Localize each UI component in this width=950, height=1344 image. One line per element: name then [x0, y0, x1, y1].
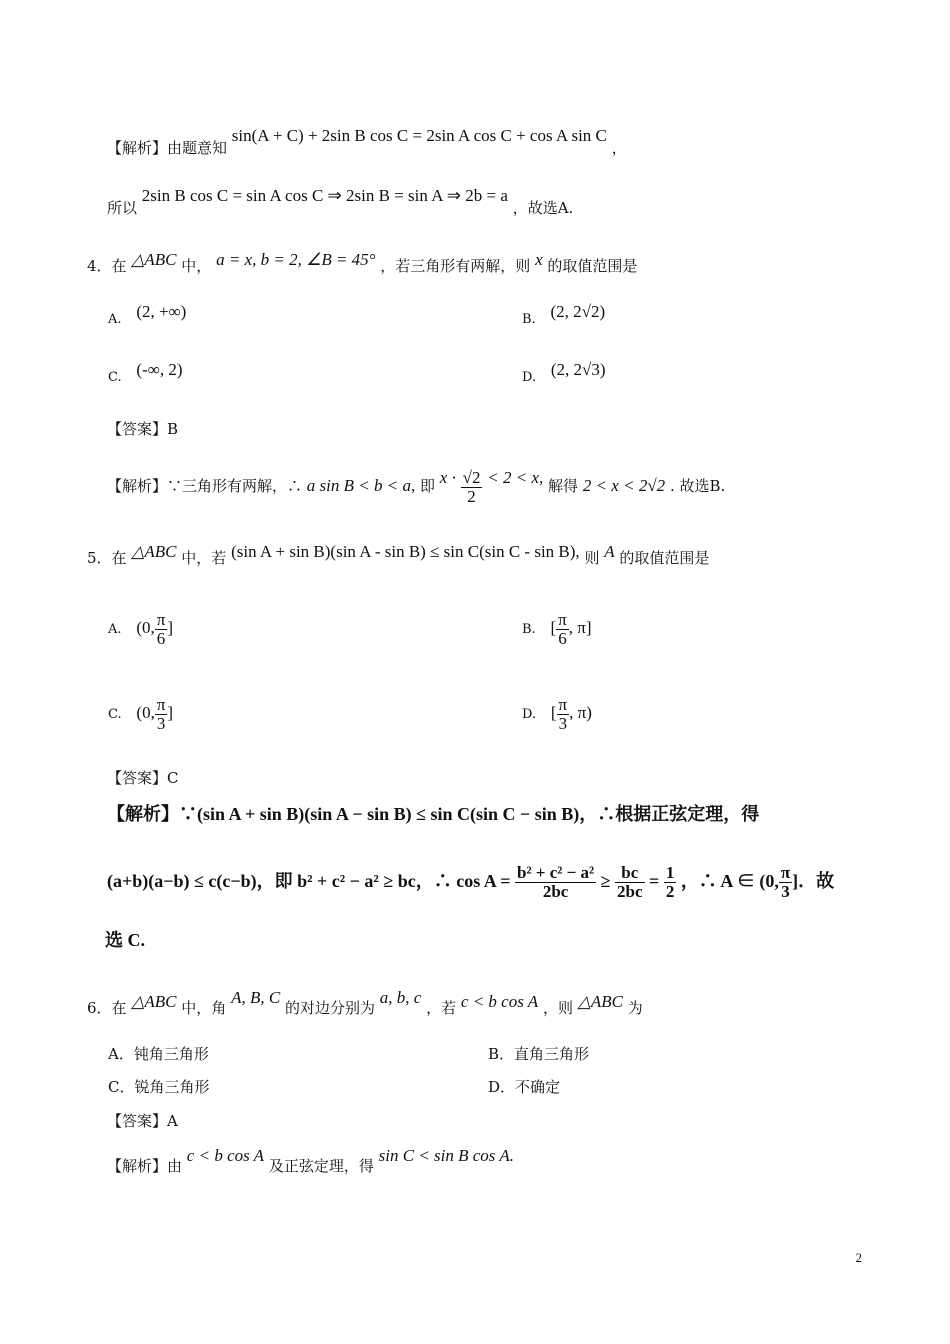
- numerator: π: [780, 863, 791, 883]
- formula: sin C < sin B cos A.: [378, 1146, 515, 1165]
- numerator: π: [156, 609, 166, 629]
- option-label: A.: [108, 622, 122, 637]
- text: 的取值范围是: [547, 257, 638, 275]
- answer-text: 【答案】C: [107, 769, 179, 787]
- numerator: π: [156, 694, 166, 714]
- answer-4: [107, 419, 178, 439]
- solution-text: ]．故: [792, 871, 835, 891]
- denominator: 2bc: [617, 882, 643, 902]
- formula: 2 < x < 2√2: [582, 476, 666, 495]
- text: 为: [627, 999, 643, 1017]
- option-label: A.: [108, 312, 122, 327]
- text: 及正弦定理，得: [268, 1157, 374, 1175]
- numerator: bc: [615, 864, 645, 883]
- solution-6: [107, 1146, 515, 1176]
- text: ，则: [542, 999, 573, 1017]
- denominator: 3: [558, 713, 568, 733]
- option-value: , π): [569, 703, 592, 722]
- fraction: [155, 611, 168, 648]
- denominator: 3: [156, 713, 166, 733]
- formula: < 2 < x,: [487, 468, 544, 487]
- option-value: [: [550, 618, 557, 637]
- option-text: C．锐角三角形: [108, 1078, 210, 1096]
- formula: sin(A + C) + 2sin B cos C = 2sin A cos C + cos A sin C: [231, 126, 607, 145]
- analysis-line-2: [107, 186, 574, 218]
- text: 所以: [107, 199, 138, 217]
- option-label: D.: [522, 707, 537, 722]
- option-label: D.: [522, 370, 537, 385]
- formula: a sin B < b < a,: [306, 476, 416, 495]
- option-label: B.: [522, 622, 536, 637]
- punct: ，: [611, 139, 627, 157]
- triangle-symbol: △ABC: [131, 250, 177, 269]
- operator: =: [649, 871, 660, 891]
- fraction: [557, 696, 570, 733]
- option-value: (2, +∞): [136, 302, 187, 321]
- solution-5-line-3: [105, 930, 145, 950]
- triangle-symbol: △ABC: [131, 992, 177, 1011]
- option-6a[interactable]: [108, 1044, 209, 1064]
- analysis-line-1: [107, 126, 627, 158]
- solution-4: [107, 458, 725, 514]
- formula: a, b, c: [379, 988, 422, 1007]
- text: 中，: [181, 257, 212, 275]
- page-number: 2: [855, 1250, 862, 1265]
- fraction: [461, 469, 483, 506]
- option-value: (0,: [136, 703, 155, 722]
- question-number: 5．在: [87, 549, 127, 567]
- numerator: √2: [462, 467, 481, 487]
- option-5b[interactable]: [522, 605, 591, 653]
- denominator: 2: [665, 882, 675, 902]
- question-5: [87, 542, 710, 568]
- analysis-tag: 【解析】由题意知: [107, 139, 228, 157]
- fraction: [615, 864, 645, 901]
- answer-5: [107, 768, 178, 788]
- denominator: 2: [467, 486, 476, 506]
- option-value: (0,: [136, 618, 155, 637]
- numerator: π: [558, 694, 568, 714]
- solution-text: ，∴ A ∈ (0,: [680, 871, 779, 891]
- numerator: b² + c² − a²: [516, 863, 595, 883]
- denominator: 3: [781, 882, 790, 902]
- option-value: (-∞, 2): [136, 360, 183, 379]
- numerator: 1: [665, 863, 675, 883]
- variable: A: [604, 542, 615, 561]
- variable: x: [535, 250, 543, 269]
- fraction: [664, 864, 677, 901]
- text: ，若: [426, 999, 457, 1017]
- solution-text: 【解析】∵(sin A + sin B)(sin A − sin B) ≤ sin C(sin C − sin B)，∴根据正弦定理，得: [107, 804, 760, 824]
- triangle-symbol: △ABC: [131, 542, 177, 561]
- numerator: π: [558, 609, 567, 629]
- solution-5-line-2: [107, 856, 834, 906]
- question-number: 4．在: [87, 257, 127, 275]
- option-label: C.: [108, 707, 122, 722]
- question-6: [87, 988, 643, 1018]
- text: ，若三角形有两解，则: [380, 257, 531, 275]
- option-6c[interactable]: [108, 1077, 209, 1097]
- fraction: [556, 611, 569, 648]
- text: . 故选B.: [669, 477, 726, 495]
- solution-text: 选 C.: [105, 930, 145, 950]
- denominator: 6: [558, 628, 567, 648]
- formula: 2sin B cos C = sin A cos C ⇒ 2sin B = sin A ⇒ 2b = a: [141, 186, 508, 205]
- operator: ≥: [600, 871, 611, 891]
- analysis-tag: 【解析】由: [107, 1157, 183, 1175]
- text: 的对边分别为: [284, 999, 375, 1017]
- answer-6: [107, 1111, 178, 1131]
- text: 即: [420, 477, 436, 495]
- option-text: B．直角三角形: [488, 1045, 590, 1063]
- formula: a = x, b = 2, ∠B = 45°: [216, 250, 376, 269]
- option-4b[interactable]: [522, 302, 606, 330]
- option-label: C.: [108, 370, 122, 385]
- option-value: ]: [167, 703, 174, 722]
- fraction: [155, 696, 168, 733]
- option-6d[interactable]: [488, 1077, 560, 1097]
- denominator: 2bc: [542, 882, 569, 902]
- fraction: [515, 864, 596, 901]
- question-4: [87, 250, 638, 276]
- option-4d[interactable]: [522, 360, 606, 388]
- text: 中，若: [181, 549, 227, 567]
- analysis-tag: 【解析】∵三角形有两解，∴: [107, 477, 303, 495]
- option-4a[interactable]: [108, 302, 187, 330]
- denominator: 6: [156, 628, 166, 648]
- option-5a[interactable]: [108, 605, 173, 653]
- formula: (sin A + sin B)(sin A - sin B) ≤ sin C(sin C - sin B),: [231, 542, 580, 561]
- option-value: (2, 2√2): [550, 302, 606, 321]
- option-value: [: [550, 703, 557, 722]
- formula: A, B, C: [231, 988, 281, 1007]
- option-label: B.: [522, 312, 536, 327]
- answer-text: 【答案】A: [107, 1112, 178, 1130]
- option-4c[interactable]: [108, 360, 183, 388]
- option-5d[interactable]: [522, 690, 592, 738]
- option-value: , π]: [568, 618, 592, 637]
- option-text: A．钝角三角形: [108, 1045, 209, 1063]
- fraction: [779, 864, 792, 901]
- formula: c < b cos A: [460, 992, 539, 1011]
- text: 解得: [548, 477, 579, 495]
- text: 中，角: [181, 999, 227, 1017]
- solution-5-line-1: [107, 804, 759, 824]
- question-number: 6．在: [87, 999, 127, 1017]
- option-6b[interactable]: [488, 1044, 589, 1064]
- text: 的取值范围是: [619, 549, 710, 567]
- text: 则: [584, 549, 600, 567]
- solution-text: (a+b)(a−b) ≤ c(c−b)，即 b² + c² − a² ≥ bc，∴ cos A =: [107, 871, 511, 891]
- option-value: ]: [167, 618, 173, 637]
- formula: x ·: [439, 468, 456, 487]
- text: ，故选A.: [512, 199, 574, 217]
- option-value: (2, 2√3): [550, 360, 606, 379]
- triangle-symbol: △ABC: [577, 992, 623, 1011]
- formula: c < b cos A: [186, 1146, 265, 1165]
- option-5c[interactable]: [108, 690, 173, 738]
- answer-text: 【答案】B: [107, 420, 179, 438]
- option-text: D．不确定: [488, 1078, 561, 1096]
